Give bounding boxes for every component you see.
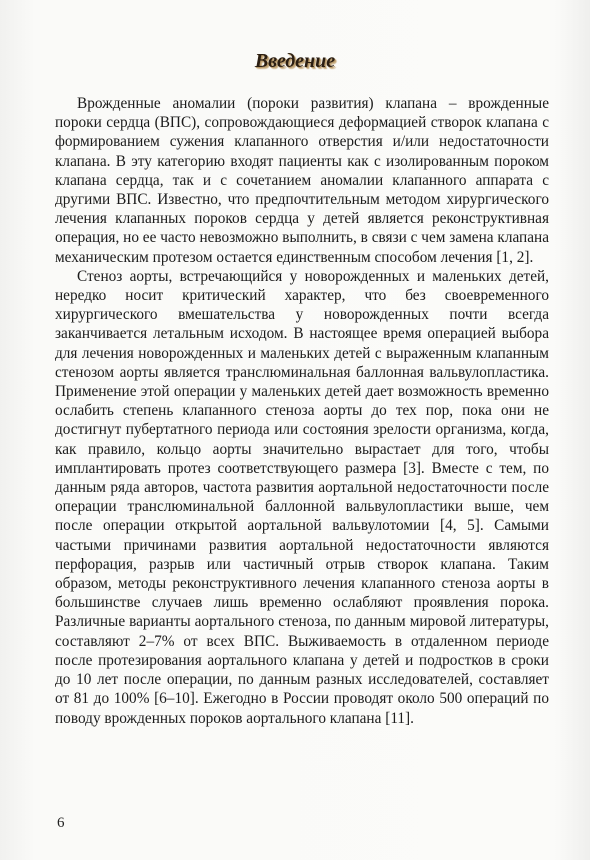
document-body xyxy=(55,94,549,728)
paragraph-2: Стеноз аорты, встречающийся у новорожденных и маленьких детей, нередко носит критический характер, что без своевременного хирургического вмешательства у новорожденных почти всегда заканчивается летальным исходом. В настоящее время операцией выбора для лечения новорожденных и маленьких детей с выраженным клапанным стенозом аорты является транслюминальная баллонная вальвулопластика. Применение этой операции у маленьких детей дает возможность временно ослабить степень клапанного стеноза аорты до тех пор, пока они не достигнут пубертатного периода или состояния зрелости организма, когда, как правило, кольцо аорты значительно вырастает для того, чтобы имплантировать протез соответствующего размера [3]. Вместе с тем, по данным ряда авторов, частота развития аортальной недостаточности после операции транслюминальной баллонной вальвулопластики выше, чем после операции открытой аортальной вальвулотомии [4, 5]. Самыми частыми причинами развития аортальной недостаточности являются перфорация, разрыв или частичный отрыв створок клапана. Таким образом, методы реконструктивного лечения клапанного стеноза аорты в большинстве случаев лишь временно ослабляют проявления порока. Различные варианты аортального стеноза, по данным мировой литературы, составляют 2–7% от всех ВПС. Выживаемость в отдаленном периоде после протезирования аортального клапана у детей и подростков в сроки до 10 лет после операции, по данным разных исследователей, составляет от 81 до 100% [6–10]. Ежегодно в России проводят около 500 операций по поводу врожденных пороков аортального клапана [11]. xyxy=(55,267,549,727)
page-number: 6 xyxy=(57,815,65,831)
paragraph-1: Врожденные аномалии (пороки развития) клапана – врожденные пороки сердца (ВПС), сопровождающиеся деформацией створок клапана с формированием сужения клапанного отверстия и/или недостаточности клапана. В эту категорию входят пациенты как с изолированным пороком клапана сердца, так и с сочетанием аномалии клапанного аппарата с другими ВПС. Известно, что предпочтительным методом хирургического лечения клапанных пороков сердца у детей является реконструктивная операция, но ее часто невозможно выполнить, в связи с чем замена клапана механическим протезом остается единственным способом лечения [1, 2]. xyxy=(55,95,549,266)
page-title: Введение xyxy=(254,50,336,72)
